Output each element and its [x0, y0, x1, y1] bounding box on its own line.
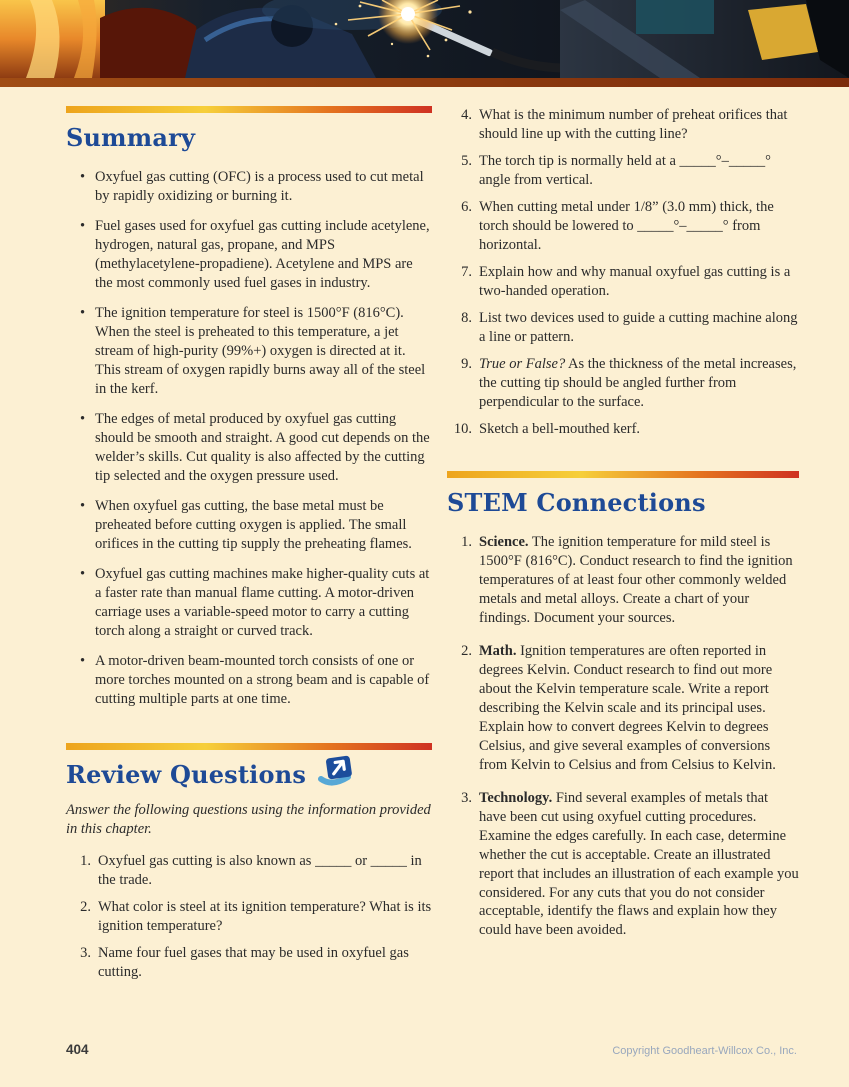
question-number: 1. [80, 852, 91, 869]
stem-item [447, 533, 799, 628]
stem-title: STEM Connections [447, 487, 706, 517]
question-lead-italic: True or False? [479, 355, 566, 372]
summary-rule [66, 106, 432, 113]
stem-item-number: 1. [461, 533, 472, 550]
question-text: Oxyfuel gas cutting is also known as _____ or _____ in the trade. [98, 852, 422, 888]
question-item [447, 152, 799, 190]
stem-rule [447, 471, 799, 478]
question-text: List two devices used to guide a cutting machine along a line or pattern. [479, 309, 798, 345]
review-rule [66, 743, 432, 750]
question-number: 6. [461, 198, 472, 215]
question-number: 8. [461, 309, 472, 326]
stem-items-list [447, 533, 799, 941]
question-item [66, 898, 432, 936]
summary-list [66, 168, 432, 709]
stem-item-body: The ignition temperature for mild steel is 1500°F (816°C). Conduct research to find the ignition temperatures of at least four other commonly welded metals and metal alloys. Create a chart of your findings. Document your sources. [479, 533, 793, 626]
question-item [447, 106, 799, 144]
question-text: Explain how and why manual oxyfuel gas cutting is a two-handed operation. [479, 263, 791, 299]
summary-title: Summary [66, 123, 196, 152]
stem-item [447, 789, 799, 941]
summary-section [66, 106, 432, 709]
stem-item-body: Find several examples of metals that have been cut using oxyfuel cutting procedures. Examine the edges carefully. In each case, determine whether the cut is acceptable. Create an illustrated report that includes an illustration of each example you considered. For any cuts that you do not consider acceptable, identify the flaws and explain how they could have been avoided. [479, 789, 799, 939]
question-number: 7. [461, 263, 472, 280]
summary-bullet: • The ignition temperature for steel is 1500°F (816°C). When the steel is preheated to this temperature, a jet stream of high-purity (99%+) oxygen is directed at it. This stream of oxygen rapidly burns away all of the steel in the kerf. [66, 304, 432, 399]
stem-item-lead: Technology. [479, 789, 553, 806]
stem-item-body: Ignition temperatures are often reported in degrees Kelvin. Conduct research to find out more about the Kelvin temperature scale. Write a report describing the Kelvin scale and its principal uses. Explain how to convert degrees Kelvin to degrees Celsius, and give several examples of conversions from Kelvin to Celsius and from Celsius to Kelvin. [479, 642, 776, 773]
question-number: 3. [80, 944, 91, 961]
summary-bullet: • The edges of metal produced by oxyfuel gas cutting should be smooth and straight. A good cut depends on the welder’s skills. Cut quality is also affected by the cutting tip selected and the oxygen pressure used. [66, 410, 432, 486]
question-item [447, 420, 799, 439]
question-text: What color is steel at its ignition temperature? What is its ignition temperature? [98, 898, 432, 934]
review-questions-4-10 [447, 106, 799, 439]
question-text-body: As the thickness of the metal increases, the cutting tip should be angled further from perpendicular to the surface. [479, 355, 797, 410]
stem-item [447, 642, 799, 775]
left-column [66, 106, 432, 990]
question-item [447, 309, 799, 347]
question-item [66, 944, 432, 982]
external-link-arrow-icon [318, 755, 356, 787]
stem-item-text [479, 789, 799, 941]
summary-bullet: • Oxyfuel gas cutting machines make higher-quality cuts at a faster rate than manual flame cutting. A motor-driven carriage uses a variable-speed motor to carry a cutting torch along a straight or curved track. [66, 565, 432, 641]
question-text: Name four fuel gases that may be used in oxyfuel gas cutting. [98, 944, 409, 980]
question-number: 10. [453, 420, 472, 437]
stem-connections-section [447, 471, 799, 941]
review-questions-link-icon[interactable] [318, 755, 356, 787]
stem-item-number: 3. [461, 789, 472, 806]
review-title: Review Questions [66, 759, 307, 789]
question-text [479, 355, 799, 412]
review-questions-section [66, 743, 432, 982]
summary-bullet: • Oxyfuel gas cutting (OFC) is a process used to cut metal by rapidly oxidizing or burning it. [66, 168, 432, 206]
question-item [447, 198, 799, 255]
page-content [0, 87, 849, 990]
review-questions-1-3 [66, 852, 432, 982]
page-number: 404 [66, 1042, 89, 1057]
summary-bullet: • A motor-driven beam-mounted torch consists of one or more torches mounted on a strong beam and is capable of cutting multiple parts at one time. [66, 652, 432, 709]
question-number: 4. [461, 107, 472, 123]
page-footer [66, 1042, 797, 1057]
summary-bullet: • When oxyfuel gas cutting, the base metal must be preheated before cutting oxygen is applied. The small orifices in the cutting tip supply the preheating flames. [66, 497, 432, 554]
question-number: 9. [461, 355, 472, 372]
question-text: Sketch a bell-mouthed kerf. [479, 420, 641, 437]
question-item [66, 852, 432, 890]
question-text: When cutting metal under 1/8” (3.0 mm) thick, the torch should be lowered to _____°–_____° from horizontal. [479, 198, 774, 253]
question-item [447, 355, 799, 412]
stem-item-text [479, 642, 799, 775]
stem-item-lead: Science. [479, 533, 529, 550]
welding-photo-image [0, 0, 849, 78]
review-intro: Answer the following questions using the information provided in this chapter. [66, 801, 431, 838]
question-text: What is the minimum number of preheat orifices that should line up with the cutting line? [479, 107, 788, 142]
copyright-notice: Copyright Goodheart-Willcox Co., Inc. [612, 1045, 797, 1057]
header-divider-band [0, 78, 849, 87]
stem-item-lead: Math. [479, 642, 517, 659]
right-column [447, 106, 799, 954]
question-item [447, 263, 799, 301]
question-text: The torch tip is normally held at a _____°–_____° angle from vertical. [479, 152, 771, 188]
header-photo [0, 0, 849, 78]
question-number: 5. [461, 152, 472, 169]
summary-bullet: • Fuel gases used for oxyfuel gas cutting include acetylene, hydrogen, natural gas, propane, and MPS (methylacetylene-propadiene). Acetylene and MPS are the most commonly used fuel gases in industry. [66, 217, 432, 293]
stem-item-text [479, 533, 799, 628]
stem-item-number: 2. [461, 642, 472, 659]
question-number: 2. [80, 898, 91, 915]
review-heading-row [66, 750, 432, 801]
